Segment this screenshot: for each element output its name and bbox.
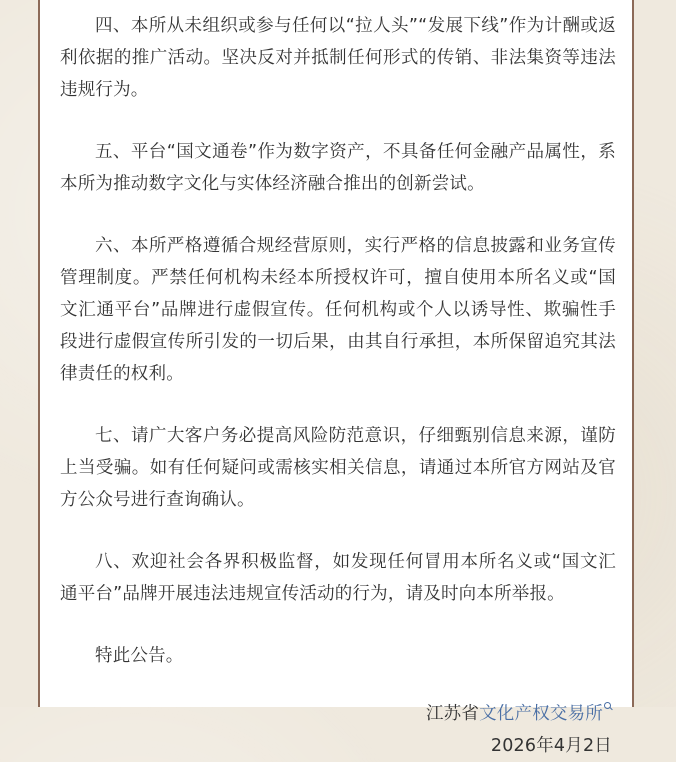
signature-line bbox=[60, 698, 616, 730]
org-name-link[interactable]: 文化产权交易所 bbox=[479, 704, 603, 724]
signature-prefix: 江苏省 bbox=[425, 704, 480, 724]
announcement-paper bbox=[38, 0, 634, 756]
announcement-body bbox=[60, 10, 616, 762]
announcement-paragraph-5: 五、平台“国文通卷”作为数字资产，不具备任何金融产品属性，系本所为推动数字文化与实体经济融合推出的创新尝试。 bbox=[60, 142, 616, 194]
search-icon[interactable] bbox=[604, 702, 612, 710]
announcement-paragraph-4: 四、本所从未组织或参与任何以“拉人头”“发展下线”作为计酬或返利依据的推广活动。坚决反对并抵制任何形式的传销、非法集资等违法违规行为。 bbox=[60, 16, 616, 100]
announcement-paragraph-6: 六、本所严格遵循合规经营原则，实行严格的信息披露和业务宣传管理制度。严禁任何机构未经本所授权许可，擅自使用本所名义或“国文汇通平台”品牌进行虚假宣传。任何机构或个人以诱导性、欺骗性手段进行虚假宣传所引发的一切后果，由其自行承担，本所保留追究其法律责任的权利。 bbox=[60, 236, 616, 384]
signature-date: 2026年4月2日 bbox=[490, 736, 612, 756]
announcement-paragraph-8: 八、欢迎社会各界积极监督，如发现任何冒用本所名义或“国文汇通平台”品牌开展违法违规宣传活动的行为，请及时向本所举报。 bbox=[60, 552, 616, 604]
closing-statement: 特此公告。 bbox=[95, 646, 184, 666]
announcement-paragraph-7: 七、请广大客户务必提高风险防范意识，仔细甄别信息来源，谨防上当受骗。如有任何疑问或需核实相关信息，请通过本所官方网站及官方公众号进行查询确认。 bbox=[60, 426, 616, 510]
